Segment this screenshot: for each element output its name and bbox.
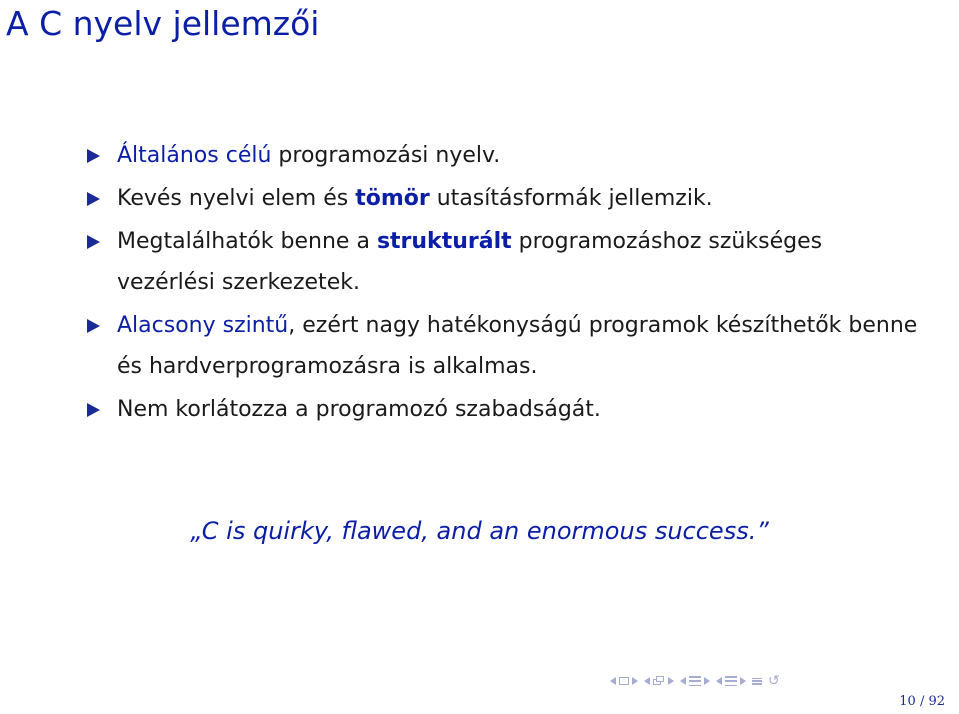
nav-frame-group: [610, 677, 638, 685]
nav-next-subsection-icon[interactable]: [740, 677, 746, 685]
nav-align-icon[interactable]: [752, 678, 762, 685]
triangle-bullet-icon: [87, 235, 100, 249]
nav-subsection-icon[interactable]: [725, 676, 737, 686]
nav-section-icon[interactable]: [689, 676, 701, 686]
nav-next-slide-icon[interactable]: [668, 677, 674, 685]
bullet-text: utasításformák jellemzik.: [429, 186, 713, 211]
bullet-text: programozási nyelv.: [271, 143, 501, 168]
nav-frame-icon[interactable]: [619, 677, 629, 685]
bullet-text: programozáshoz szükséges vezérlési szerkezetek.: [117, 229, 823, 295]
bullet-item-3: [0, 221, 959, 303]
slide-title: A C nyelv jellemzői: [6, 4, 320, 43]
nav-slide-stack-icon[interactable]: [653, 676, 665, 686]
bullet-text: Kevés nyelvi elem és: [117, 186, 356, 211]
bullet-list: [0, 135, 959, 432]
page-number: 10 / 92: [899, 694, 945, 709]
beamer-navigation-bar: [610, 670, 780, 692]
nav-next-frame-icon[interactable]: [632, 677, 638, 685]
bullet-item-1: [0, 135, 959, 176]
triangle-bullet-icon: [87, 403, 100, 417]
bullet-text: Nem korlátozza a programozó szabadságát.: [117, 397, 601, 422]
bullet-text: , ezért nagy hatékonyságú programok készíthetők benne és hardverprogramozásra is alkalmas.: [117, 313, 918, 379]
nav-subsec-group: [716, 676, 746, 686]
quote-text: „C is quirky, flawed, and an enormous success.”: [190, 517, 769, 545]
nav-subsection-group: [644, 676, 674, 686]
nav-prev-subsection-icon[interactable]: [716, 677, 722, 685]
nav-prev-frame-icon[interactable]: [610, 677, 616, 685]
nav-prev-slide-icon[interactable]: [644, 677, 650, 685]
nav-prev-section-icon[interactable]: [680, 677, 686, 685]
nav-search-back-icon[interactable]: ↺: [768, 673, 780, 689]
nav-section-group: [680, 676, 710, 686]
bullet-text: Megtalálhatók benne a: [117, 229, 377, 254]
bullet-item-4: [0, 305, 959, 387]
triangle-bullet-icon: [87, 192, 100, 206]
triangle-bullet-icon: [87, 149, 100, 163]
bullet-item-2: [0, 178, 959, 219]
bullet-item-5: [0, 389, 959, 430]
bullet-text-highlight: Általános célú: [117, 143, 272, 168]
bullet-text-highlight: tömör: [355, 186, 430, 211]
bullet-text-highlight: strukturált: [376, 229, 512, 254]
nav-next-section-icon[interactable]: [704, 677, 710, 685]
bullet-text-highlight: Alacsony szintű: [117, 313, 289, 338]
triangle-bullet-icon: [87, 319, 100, 333]
